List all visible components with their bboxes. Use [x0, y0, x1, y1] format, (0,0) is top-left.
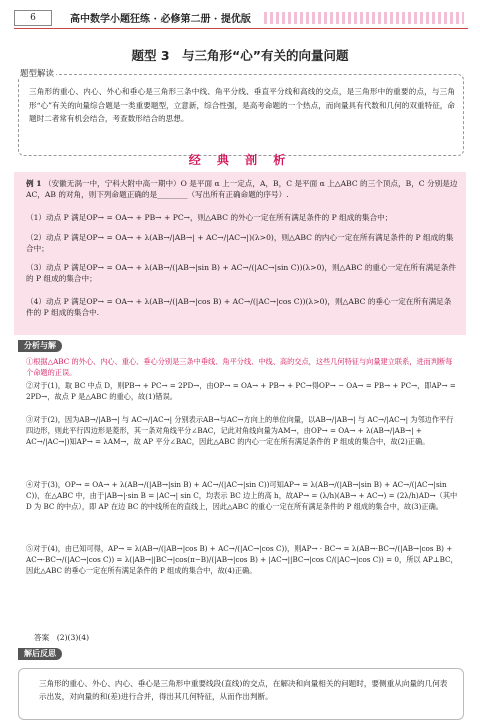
example-item: （2）动点 P 满足OP→ = OA→ + λ(AB→/|AB→| + AC→/|AC→|)(λ>0)，则△ABC 的内心一定在所有满足条件的 P 组成的集合中； — [26, 233, 454, 253]
reflection-box — [18, 668, 464, 720]
running-title: 高中数学小题狂练 · 必修第二册 · 提优版 — [70, 14, 251, 25]
intro-label: 题型解读 — [20, 69, 55, 79]
example-stem-text: （安徽无涡一中，宁科大附中高一期中）O 是平面 α 上一定点，A，B，C 是平面 α 上△ABC 的三个顶点，B，C 分别是边 AC，AB 的对角，则下列命题正确的是________（写出所有正确命题的序号）. — [26, 179, 458, 199]
section-title: 题型 3 与三角形“心”有关的向量问题 — [131, 48, 349, 63]
analysis-label: 分析与解 — [18, 340, 62, 352]
example-item: （3）动点 P 满足OP→ = OA→ + λ(AB→/(|AB→|sin B) + AC→/(|AC→|sin C))(λ>0)，则△ABC 的重心一定在所有满足条件的 P 组成的集合中； — [26, 263, 456, 283]
intro-text: 三角形的重心、内心、外心和垂心是三角形三条中线、角平分线、垂直平分线和高线的交点，是三角形中的重要的点，与三角形“心”有关的向量综合题是一类重要题型，立意新，综合性强，是高考命题的一个热点，而向量具有代数和几何的双重特征，命题时二者常有机会结合，考查数形结合的思想。 — [29, 87, 455, 123]
example-item: （4）动点 P 满足OP→ = OA→ + λ(AB→/(|AB→|cos B) + AC→/(|AC→|cos C))(λ>0)，则△ABC 的垂心一定在所有满足条件的 P 组成的集合中. — [26, 297, 452, 317]
analysis-lead: ①根据△ABC 的外心、内心、重心、垂心分别是三条中垂线、角平分线、中线、高的交点，这些几何特征与向量建立联系，进而判断每个命题的正误。 — [26, 357, 453, 377]
answer: 答案 (2)(3)(4) — [34, 633, 90, 642]
classic-analysis-heading: 经 典 剖 析 — [188, 153, 292, 167]
page-header — [14, 8, 468, 28]
page-number: 6 — [14, 10, 52, 26]
example-item: （1）动点 P 满足OP→ = OA→ + PB→ + PC→，则△ABC 的外心一定在所有满足条件的 P 组成的集合中； — [26, 213, 393, 222]
analysis-step: ②对于(1)，取 BC 中点 D，则PB→ + PC→ = 2PD→，由OP→ = OA→ + PB→ + PC→得OP→ − OA→ = PB→ + PC→，即AP→ = 2PD→，故点 P 是△ABC 的重心，故(1)错误。 — [26, 381, 456, 401]
example-label: 例 1 — [26, 179, 42, 188]
analysis-step: ③对于(2)，因为AB→/|AB→| 与 AC→/|AC→| 分别表示AB→与AC→方向上的单位向量，以AB→/|AB→| 与 AC→/|AC→| 为邻边作平行四边形，则此平行四边形是菱形，其一条对角线平分∠BAC，记此对角线向量为AM→，由OP→ = OA→ + λ(AB→/|AB→| + AC→/|AC→|)知AP→ = λAM→，故 AP 平分∠BAC，因此△ABC 的内心一定在所有满足条件的 P 组成的集合中，故(2)正确。 — [26, 415, 454, 446]
analysis-step: ④对于(3)，OP→ = OA→ + λ(AB→/(|AB→|sin B) + AC→/(|AC→|sin C))可知AP→ = λ(AB→/(|AB→|sin B) + AC→/(|AC→|sin C))，在△ABC 中，由于|AB→|·sin B = |AC→| sin C，均表示 BC 边上的高 h，故AP→ = (λ/h)(AB→ + AC→) = (2λ/h)AD→（其中 D 为 BC 的中点），即 AP 在边 BC 的中线所在的直线上，因此△ABC 的重心一定在所有满足条件的 P 组成的集合中，故(3)正确。 — [26, 480, 458, 511]
header-decoration — [264, 12, 464, 24]
analysis-step: ⑤对于(4)，由已知可得，AP→ = λ(AB→/(|AB→|cos B) + AC→/(|AC→|cos C))，则AP→ · BC→ = λ(AB→·BC→/(|AB→|cos B) + AC→·BC→/(|AC→|cos C)) = λ(|AB→||BC→|cos(π−B)/(|AB→|cos B) + |AC→||BC→|cos C/(|AC→|cos C)) = 0，所以 AP⊥BC，因此△ABC 的垂心一定在所有满足条件的 P 组成的集合中，故(4)正确。 — [26, 544, 458, 575]
example-stem — [26, 178, 458, 200]
reflection-text: 三角形的重心、外心、内心、垂心是三角形中重要线段(直线)的交点，在解决和向量相关的问题时，要侧重从向量的几何表示出发，对向量的和(差)进行合并，得出其几何特征，从而作出判断。 — [39, 679, 448, 701]
intro-box — [18, 69, 464, 156]
reflection-label: 解后反思 — [18, 648, 62, 660]
header-rule — [14, 28, 468, 29]
